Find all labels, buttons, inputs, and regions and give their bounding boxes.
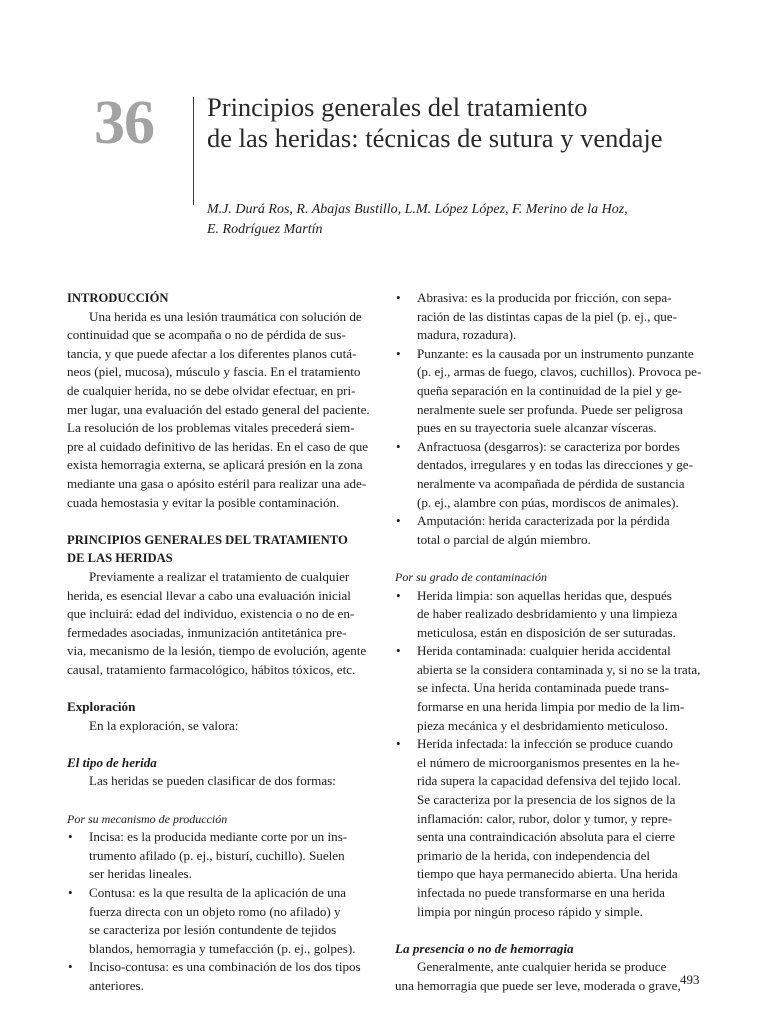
intro-line: La resolución de los problemas vitales precederá siem-: [67, 420, 355, 436]
spacer: [67, 679, 373, 698]
principles-line: via, mecanismo de la lesión, tiempo de evolución, agente: [67, 643, 367, 659]
chapter-title-line: Principios generales del tratamiento: [207, 92, 588, 122]
bullet-item: [395, 587, 701, 643]
intro-line: pre al cuidado definitivo de las heridas. En el caso de que: [67, 438, 369, 454]
intro-line: mediante una gasa o apósito estéril para realizar una ade-: [67, 475, 367, 491]
bullet-line: anteriores.: [89, 977, 144, 993]
bullet-line: pues en su trayectoria suele alcanzar vísceras.: [417, 420, 657, 436]
intro-line: Una herida es una lesión traumática con solución de: [89, 308, 362, 324]
bullet-item: [67, 958, 373, 995]
bullet-line: queña separación en la continuidad de la piel y ge-: [417, 382, 683, 398]
spacer: [67, 512, 373, 531]
bullet-line: (p. ej., alambre con púas, mordiscos de animales).: [417, 494, 679, 510]
bullet-line: • Anfractuosa (desgarros): se caracteriza por bordes: [417, 438, 680, 454]
principles-line: fermedades asociadas, inmunización antitetánica pre-: [67, 624, 347, 640]
section-heading-intro: INTRODUCCIÓN: [67, 291, 169, 305]
title-rule: [193, 97, 194, 205]
bullet-item: [395, 289, 701, 345]
bullet-line: blandos, hemorragia y tumefacción (p. ej., golpes).: [89, 940, 356, 956]
principles-line: causal, tratamiento farmacológico, hábitos tóxicos, etc.: [67, 661, 356, 677]
authors-line: M.J. Durá Ros, R. Abajas Bustillo, L.M. López López, F. Merino de la Hoz,: [207, 202, 628, 217]
bullet-line: • Herida contaminada: cualquier herida accidental: [417, 643, 671, 659]
subheading-wound-type: El tipo de herida: [67, 754, 157, 770]
intro-line: cuada hemostasia y evitar la posible contaminación.: [67, 494, 340, 510]
subheading-exploration: Exploración: [67, 699, 136, 715]
bullet-line: • Inciso-contusa: es una combinación de los dos tipos: [89, 959, 361, 975]
chapter-title-line: de las heridas: técnicas de sutura y vendaje: [207, 123, 663, 153]
bullet-line: de haber realizado desbridamiento y una limpieza: [417, 606, 678, 622]
wound-type-line: Las heridas se pueden clasificar de dos formas:: [89, 773, 336, 789]
bullet-line: • Punzante: es la causada por un instrumento punzante: [417, 345, 694, 361]
intro-line: neos (piel, mucosa), músculo y fascia. En el tratamiento: [67, 364, 361, 380]
section-heading-principles: PRINCIPIOS GENERALES DEL TRATAMIENTO: [67, 532, 348, 547]
principles-line: que incluirá: edad del individuo, existencia o no de en-: [67, 606, 355, 622]
exploration-line: En la exploración, se valora:: [89, 717, 239, 733]
bullet-line: trumento afilado (p. ej., bisturí, cuchillo). Suelen: [89, 847, 345, 863]
right-column: [395, 289, 701, 996]
intro-line: tancia, y que puede afectar a los diferentes planos cutá-: [67, 345, 357, 361]
subheading-contamination: Por su grado de contaminación: [395, 569, 547, 584]
bullet-line: neralmente suele ser profunda. Puede ser peligrosa: [417, 401, 683, 417]
bullet-item: [395, 512, 701, 549]
bullet-line: ser heridas lineales.: [89, 866, 192, 882]
bullet-line: Se caracteriza por la presencia de los signos de la: [417, 792, 676, 808]
bullet-item: [395, 438, 701, 512]
chapter-title: [207, 92, 747, 154]
section-heading-principles: DE LAS HERIDAS: [67, 551, 173, 566]
bullet-line: meticulosa, están en disposición de ser suturadas.: [417, 624, 676, 640]
bullet-item: [395, 642, 701, 735]
spacer: [67, 791, 373, 810]
bullet-line: se infecta. Una herida contaminada puede trans-: [417, 680, 669, 696]
bullet-line: se caracteriza por lesión contundente de tejidos: [89, 922, 337, 938]
bullet-line: fuerza directa con un objeto romo (no afilado) y: [89, 903, 341, 919]
spacer: [395, 549, 701, 568]
bullet-line: limpia por ningún proceso rápido y simple.: [417, 903, 643, 919]
bullet-line: • Contusa: es la que resulta de la aplicación de una: [89, 885, 347, 900]
principles-line: herida, es esencial llevar a cabo una evaluación inicial: [67, 587, 351, 603]
bullet-line: ración de las distintas capas de la piel (p. ej., que-: [417, 308, 677, 324]
spacer: [395, 921, 701, 940]
bullet-line: • Abrasiva: es la producida por fricción, con sepa-: [417, 290, 672, 305]
left-column: [67, 289, 373, 996]
bullet-line: neralmente va acompañada de pérdida de sustancia: [417, 475, 685, 491]
page-number: 493: [680, 972, 700, 987]
intro-line: mer lugar, una evaluación del estado general del paciente.: [67, 401, 370, 417]
bullet-line: primario de la herida, con independencia del: [417, 847, 651, 863]
bullet-line: pieza mecánica y el desbridamiento meticuloso.: [417, 717, 668, 733]
intro-line: continuidad que se acompaña o no de pérdida de sus-: [67, 327, 346, 343]
bullet-line: formarse en una herida limpia por medio de la lim-: [417, 699, 685, 715]
principles-line: Previamente a realizar el tratamiento de cualquier: [89, 568, 350, 584]
spacer: [67, 735, 373, 754]
bullet-item: [67, 884, 373, 958]
bullet-line: abierta se la considera contaminada y, si no se la trata,: [417, 661, 701, 677]
bullet-item: [395, 345, 701, 438]
chapter-number: 36: [94, 89, 154, 157]
bullet-line: (p. ej., armas de fuego, clavos, cuchillos). Provoca pe-: [417, 364, 702, 380]
hemorrhage-line: una hemorragia que puede ser leve, moderada o grave,: [395, 977, 681, 993]
hemorrhage-line: Generalmente, ante cualquier herida se produce: [417, 959, 667, 975]
intro-line: exista hemorragia externa, se aplicará presión en la zona: [67, 457, 363, 473]
bullet-line: dentados, irregulares y en todas las direcciones y ge-: [417, 457, 693, 473]
bullet-item: [395, 735, 701, 921]
bullet-line: inflamación: calor, rubor, dolor y tumor, y repre-: [417, 810, 673, 826]
authors-line: E. Rodríguez Martín: [207, 222, 323, 237]
bullet-line: total o parcial de algún miembro.: [417, 531, 591, 547]
bullet-line: infectada no puede transformarse en una herida: [417, 885, 665, 900]
bullet-line: • Amputación: herida caracterizada por la pérdida: [417, 513, 670, 529]
intro-line: de cualquier herida, no se debe olvidar efectuar, en pri-: [67, 382, 356, 398]
bullet-line: • Herida infectada: la infección se produce cuando: [417, 736, 673, 752]
bullet-line: • Incisa: es la producida mediante corte por un ins-: [89, 829, 348, 845]
bullet-item: [67, 828, 373, 884]
bullet-line: madura, rozadura).: [417, 327, 517, 343]
subheading-mechanism: Por su mecanismo de producción: [67, 811, 228, 826]
bullet-line: senta una contraindicación absoluta para el cierre: [417, 829, 676, 845]
bullet-line: • Herida limpia: son aquellas heridas que, después: [417, 587, 672, 603]
bullet-line: rida supera la capacidad defensiva del tejido local.: [417, 773, 681, 789]
bullet-line: tiempo que haya permanecido abierta. Una herida: [417, 866, 678, 882]
subheading-hemorrhage: La presencia o no de hemorragia: [395, 940, 574, 956]
authors: [207, 200, 727, 240]
bullet-line: el número de microorganismos presentes en la he-: [417, 754, 680, 770]
